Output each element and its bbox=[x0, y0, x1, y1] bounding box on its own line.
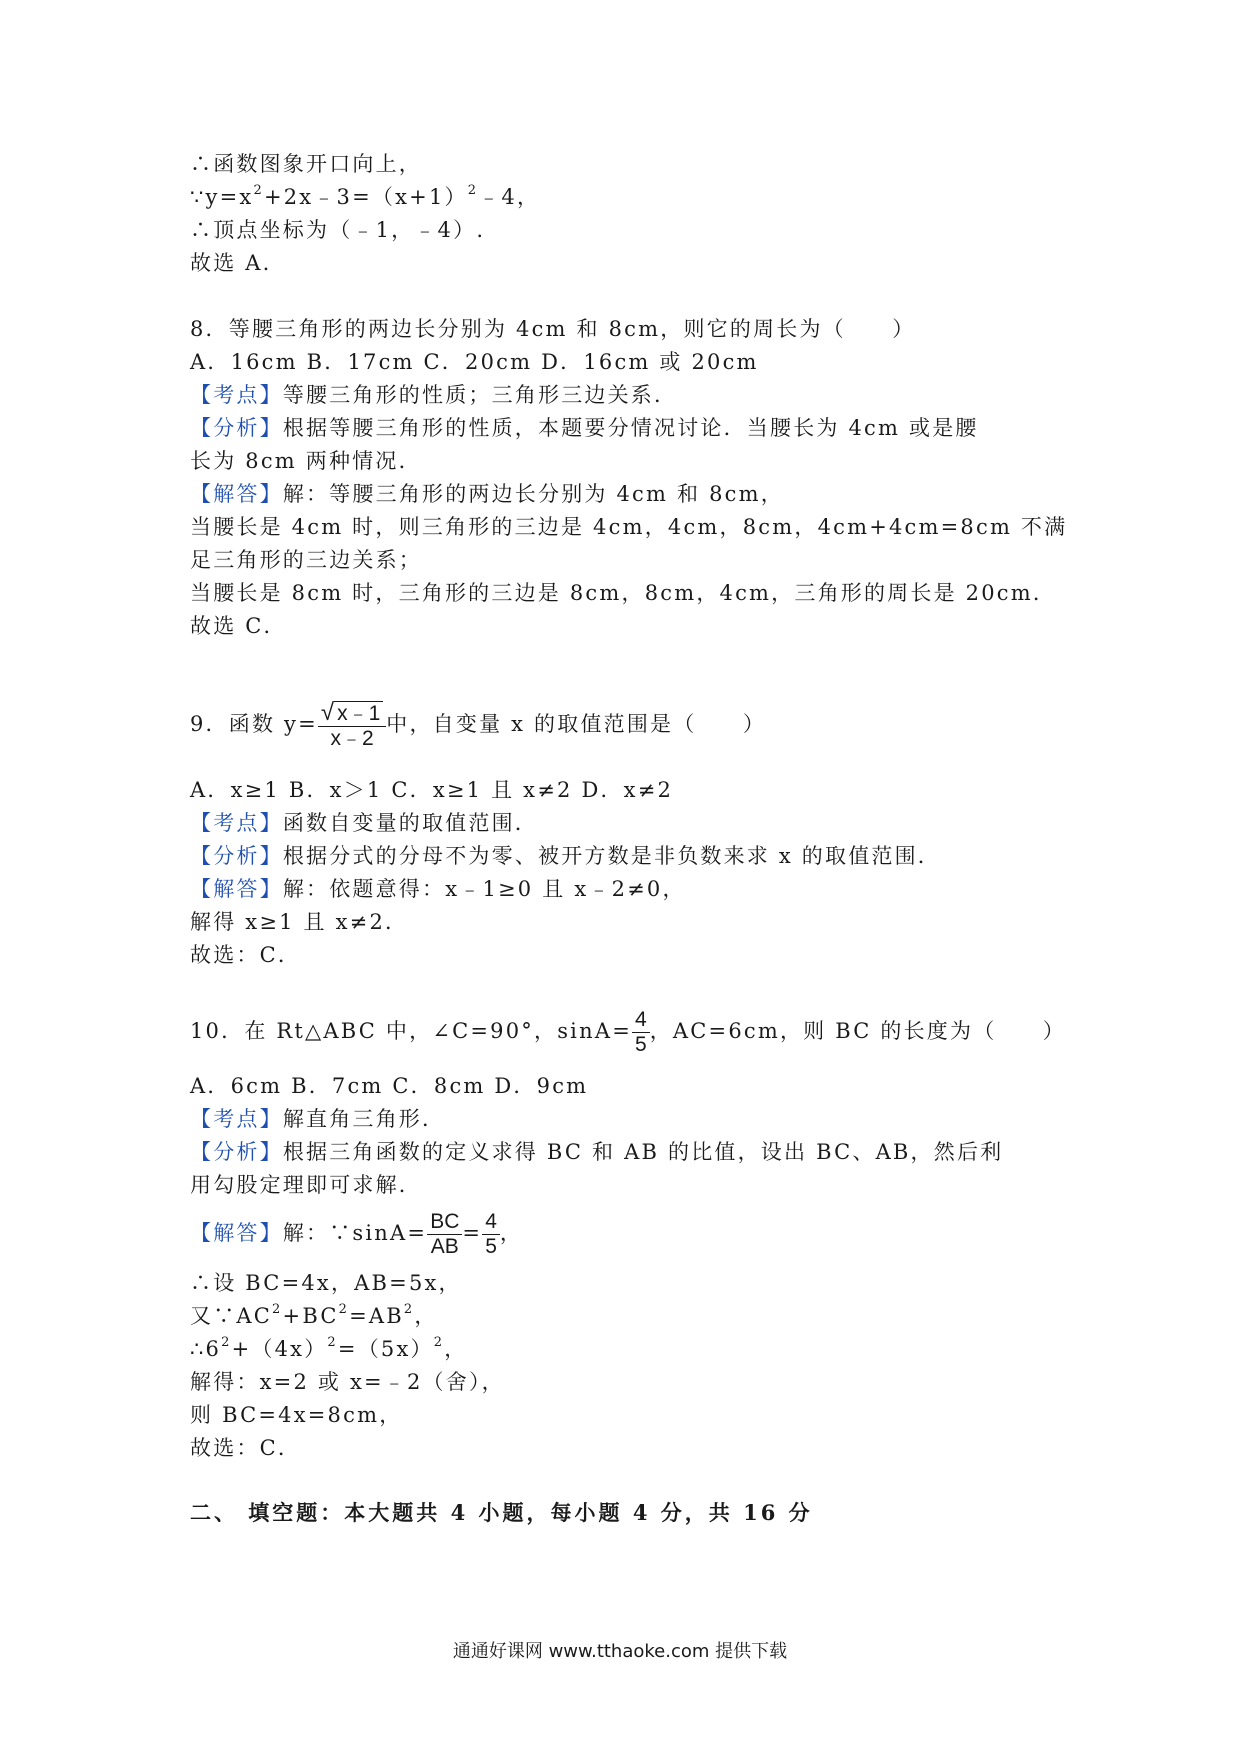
q10-fenxi-2: 用勾股定理即可求解． bbox=[190, 1173, 422, 1197]
section-heading: 二、 填空题：本大题共 4 小题，每小题 4 分，共 16 分 bbox=[190, 1500, 813, 1525]
q10-jieda: 【解答】解：∵sinA= $\frac{BC}{AB}$ = $\frac{4}{5}$ ， bbox=[190, 1210, 524, 1258]
q9-stem: 9．函数 y= $\frac{√ x﹣1}{x﹣2}$ 中，自变量 x 的取值范围是（ ） bbox=[190, 698, 767, 750]
jieda-tag: 【解答】 bbox=[190, 1221, 283, 1245]
kaodian-tag: 【考点】 bbox=[190, 1107, 283, 1131]
sqrt-icon: √ bbox=[320, 698, 335, 726]
q10-fraction: $\frac{4}{5}$ bbox=[632, 1008, 650, 1057]
kaodian-tag: 【考点】 bbox=[190, 383, 283, 407]
prev-line-2: $\because y=x^2+2x﹣3=(x+1)^2﹣4$， bbox=[190, 183, 541, 209]
q10-stem: 10．在 Rt△ABC 中，∠C=90°，sinA= $\frac{4}{5}$ ，AC=6cm，则 BC 的长度为（ ） bbox=[190, 1008, 1066, 1056]
q8-jieda-3: 足三角形的三边关系； bbox=[190, 548, 422, 572]
four-fifths-fraction: $\frac{4}{5}$ bbox=[482, 1210, 500, 1259]
bc-ab-fraction: $\frac{BC}{AB}$ bbox=[427, 1210, 462, 1259]
q8-jieda-4: 当腰长是 8cm 时，三角形的三边是 8cm，8cm，4cm，三角形的周长是 20cm． bbox=[190, 581, 1057, 605]
q9-kaodian: 【考点】函数自变量的取值范围． bbox=[190, 811, 539, 835]
page-footer: 通通好课网 www.tthaoke.com 提供下载 bbox=[452, 1641, 788, 1662]
q8-fenxi-1: 【分析】根据等腰三角形的性质，本题要分情况讨论．当腰长为 4cm 或是腰 bbox=[190, 416, 979, 440]
q9-options: A．x≥1 B．x＞1 C．x≥1 且 x≠2 D．x≠2 bbox=[190, 778, 674, 802]
q10-step-2: 又$\because AC^2+BC^2=AB^2$， bbox=[190, 1302, 438, 1328]
q8-jieda-2: 当腰长是 4cm 时，则三角形的三边是 4cm，4cm，8cm，4cm+4cm=8cm 不满 bbox=[190, 515, 1068, 539]
q10-step-1: ∴设 BC=4x，AB=5x， bbox=[190, 1271, 462, 1295]
q10-kaodian: 【考点】解直角三角形． bbox=[190, 1107, 446, 1131]
q9-jieda-1: 【解答】解：依题意得：x﹣1≥0 且 x﹣2≠0， bbox=[190, 877, 686, 901]
jieda-tag: 【解答】 bbox=[190, 482, 283, 506]
q10-step-5: 则 BC=4x=8cm， bbox=[190, 1403, 403, 1427]
prev-line-3: ∴顶点坐标为（﹣1，﹣4）. bbox=[190, 218, 486, 242]
q10-step-3: $\therefore 6^2+(4x)^2=(5x)^2$， bbox=[190, 1335, 468, 1361]
q10-options: A．6cm B．7cm C．8cm D．9cm bbox=[190, 1074, 589, 1098]
q10-fenxi-1: 【分析】根据三角函数的定义求得 BC 和 AB 的比值，设出 BC、AB，然后利 bbox=[190, 1140, 1004, 1164]
q10-step-4: 解得：x=2 或 x=﹣2（舍）， bbox=[190, 1370, 505, 1394]
fenxi-tag: 【分析】 bbox=[190, 844, 283, 868]
q9-fraction: $\frac{√ x﹣1}{x﹣2}$ bbox=[318, 701, 386, 751]
q8-fenxi-2: 长为 8cm 两种情况． bbox=[190, 449, 422, 473]
fenxi-tag: 【分析】 bbox=[190, 1140, 283, 1164]
q8-stem: 8．等腰三角形的两边长分别为 4cm 和 8cm，则它的周长为（ ） bbox=[190, 317, 916, 341]
q8-kaodian: 【考点】等腰三角形的性质；三角形三边关系． bbox=[190, 383, 678, 407]
jieda-tag: 【解答】 bbox=[190, 877, 283, 901]
fenxi-tag: 【分析】 bbox=[190, 416, 283, 440]
kaodian-tag: 【考点】 bbox=[190, 811, 283, 835]
prev-line-4: 故选 A. bbox=[190, 251, 272, 275]
q9-jieda-3: 故选：C． bbox=[190, 943, 302, 967]
q8-options: A．16cm B．17cm C．20cm D．16cm 或 20cm bbox=[190, 350, 759, 374]
q8-jieda-5: 故选 C． bbox=[190, 614, 287, 638]
q9-fenxi: 【分析】根据分式的分母不为零、被开方数是非负数来求 x 的取值范围． bbox=[190, 844, 942, 868]
q9-jieda-2: 解得 x≥1 且 x≠2． bbox=[190, 910, 409, 934]
q10-step-6: 故选：C． bbox=[190, 1436, 302, 1460]
q8-jieda-1: 【解答】解：等腰三角形的两边长分别为 4cm 和 8cm， bbox=[190, 482, 784, 506]
prev-line-1: ∴函数图象开口向上， bbox=[190, 152, 422, 176]
